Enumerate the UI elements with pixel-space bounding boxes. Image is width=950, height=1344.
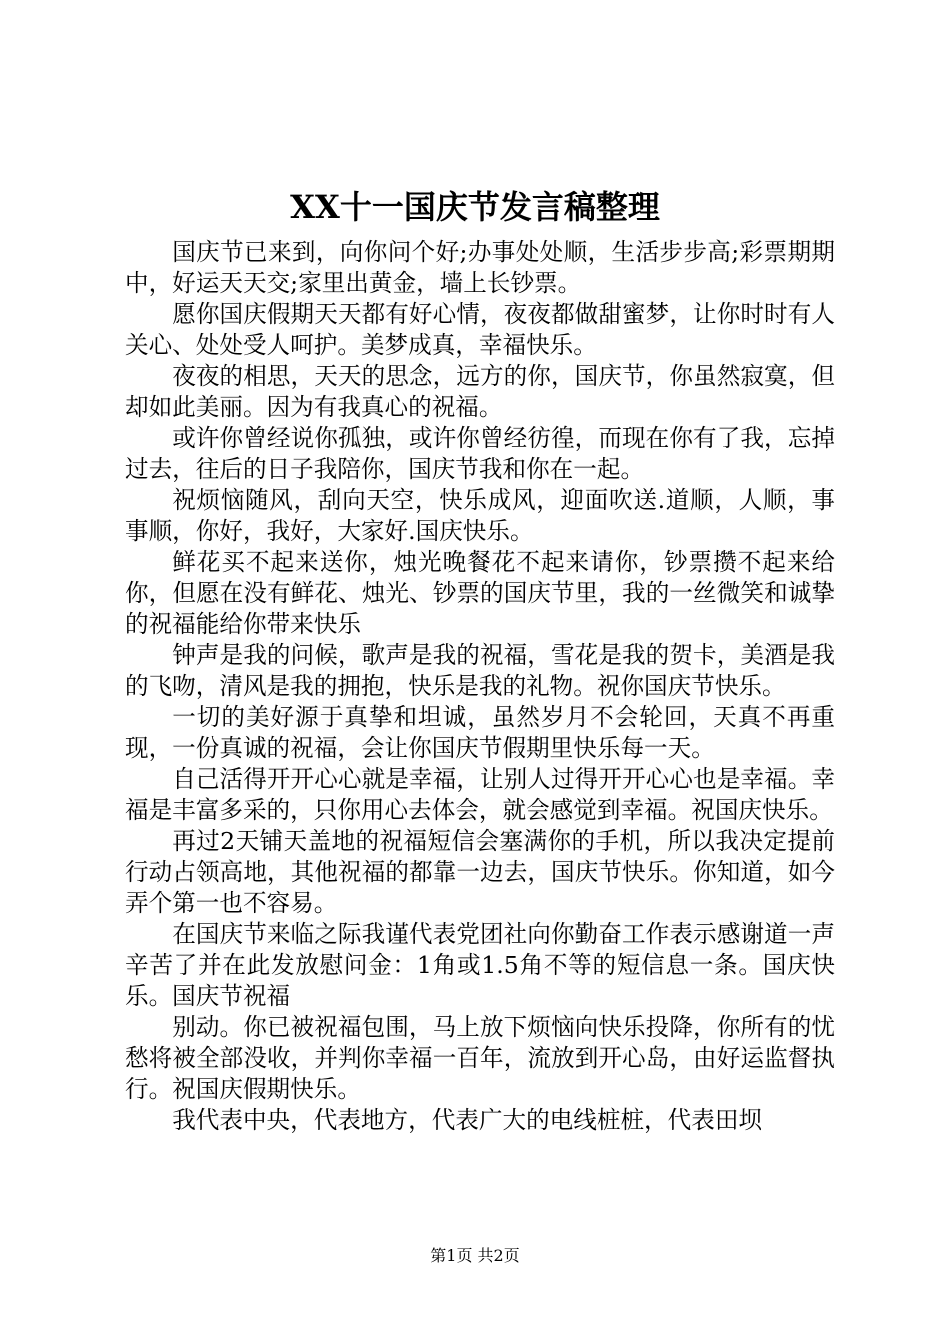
paragraph: 祝烦恼随风，刮向天空，快乐成风，迎面吹送.道顺，人顺，事事顺，你好，我好，大家好.国庆快乐。: [125, 486, 835, 545]
paragraph: 我代表中央，代表地方，代表广大的电线桩桩，代表田坝: [172, 1106, 763, 1134]
paragraph: 一切的美好源于真挚和坦诚，虽然岁月不会轮回，天真不再重现，一份真诚的祝福，会让你国庆节假期里快乐每一天。: [125, 703, 835, 762]
paragraph: 自己活得开开心心就是幸福，让别人过得开开心心也是幸福。幸福是丰富多采的，只你用心去体会，就会感觉到幸福。祝国庆快乐。: [125, 765, 835, 824]
document-title: XX十一国庆节发言稿整理: [290, 188, 660, 226]
paragraph: 国庆节已来到，向你问个好;办事处处顺，生活步步高;彩票期期中，好运天天交;家里出黄金，墙上长钞票。: [125, 238, 835, 297]
paragraph: 在国庆节来临之际我谨代表党团社向你勤奋工作表示感谢道一声辛苦了并在此发放慰问金：1角或1.5角不等的短信息一条。国庆快乐。国庆节祝福: [125, 920, 835, 1010]
paragraph: 或许你曾经说你孤独，或许你曾经彷徨，而现在你有了我，忘掉过去，往后的日子我陪你，国庆节我和你在一起。: [125, 424, 835, 483]
paragraph: 夜夜的相思，天天的思念，远方的你，国庆节，你虽然寂寞，但却如此美丽。因为有我真心的祝福。: [125, 362, 835, 421]
paragraph: 别动。你已被祝福包围，马上放下烦恼向快乐投降，你所有的忧愁将被全部没收，并判你幸福一百年，流放到开心岛，由好运监督执行。祝国庆假期快乐。: [125, 1013, 835, 1103]
document-body: [125, 237, 835, 1136]
paragraph: 鲜花买不起来送你，烛光晚餐花不起来请你，钞票攒不起来给你，但愿在没有鲜花、烛光、钞票的国庆节里，我的一丝微笑和诚挚的祝福能给你带来快乐: [125, 548, 835, 638]
paragraph: 愿你国庆假期天天都有好心情，夜夜都做甜蜜梦，让你时时有人关心、处处受人呵护。美梦成真，幸福快乐。: [125, 300, 835, 359]
page-footer: 第1页 共2页: [430, 1246, 520, 1265]
paragraph: 再过2天铺天盖地的祝福短信会塞满你的手机，所以我决定提前行动占领高地，其他祝福的都靠一边去，国庆节快乐。你知道，如今弄个第一也不容易。: [125, 827, 835, 917]
paragraph: 钟声是我的问候，歌声是我的祝福，雪花是我的贺卡，美酒是我的飞吻，清风是我的拥抱，快乐是我的礼物。祝你国庆节快乐。: [125, 641, 835, 700]
